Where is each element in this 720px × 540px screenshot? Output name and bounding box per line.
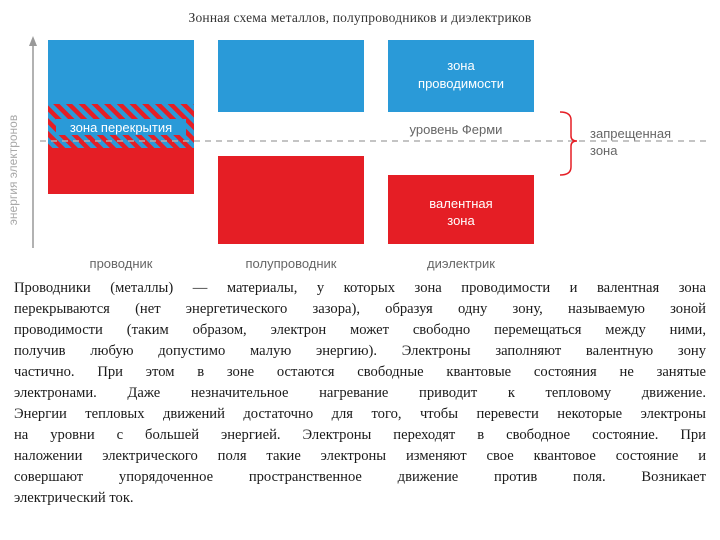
fermi-level-label: уровень Ферми xyxy=(409,122,503,137)
paragraph-line: перекрываются (нет энергетического зазора), образуя одну зону, называемую зоной xyxy=(14,301,706,317)
conduction-band-label-2: проводимости xyxy=(418,76,504,91)
page-title: Зонная схема металлов, полупроводников и диэлектриков xyxy=(188,10,532,25)
paragraph-line: наложении электрического поля такие электроны изменяют свое квантовое состояние и xyxy=(14,448,706,464)
semiconductor-valence-band xyxy=(218,156,364,244)
paragraph-line: частично. При этом в зоне остаются свободные квантовые состояния не занятые xyxy=(14,364,706,380)
paragraph-line: на уровни с большей энергией. Электроны переходят в свободное состояние. При xyxy=(14,427,706,443)
paragraph-line: электронами. Даже незначительное нагревание приводит к тепловому движение. xyxy=(14,385,706,401)
paragraph-line: электрический ток. xyxy=(14,490,134,506)
forbidden-band-label-1: запрещенная xyxy=(590,126,672,141)
conductor-label: проводник xyxy=(89,256,153,271)
paragraph-line: Проводники (металлы) — материалы, у которых зона проводимости и валентная зона xyxy=(14,280,706,296)
overlap-zone-label: зона перекрытия xyxy=(69,120,173,135)
forbidden-band-label-2: зона xyxy=(590,143,618,158)
forbidden-gap-brace xyxy=(560,112,577,175)
conduction-band-label-1: зона xyxy=(447,58,475,73)
paragraph-line: получив любую допустимо малую энергию). Электроны заполняют валентную зону xyxy=(14,343,706,359)
paragraph-line: Энергии тепловых движений достаточно для того, чтобы перевести некоторые электроны xyxy=(14,406,706,422)
semiconductor-label: полупроводник xyxy=(245,256,337,271)
semiconductor-conduction-band xyxy=(218,40,364,112)
valence-band-label-1: валентная xyxy=(429,196,493,211)
dielectric-label: диэлектрик xyxy=(427,256,495,271)
energy-axis-label: энергия электронов xyxy=(6,114,20,226)
paragraph-line: совершают упорядоченное пространственное движение против поля. Возникает xyxy=(14,469,706,485)
description-paragraph xyxy=(14,278,706,509)
energy-axis-arrow-icon xyxy=(29,36,37,46)
conductor-conduction-band xyxy=(48,40,194,104)
valence-band-label-2: зона xyxy=(447,213,475,228)
conductor-valence-band xyxy=(48,148,194,194)
paragraph-line: проводимости (таким образом, электрон может свободно перемещаться между ними, xyxy=(14,322,706,338)
